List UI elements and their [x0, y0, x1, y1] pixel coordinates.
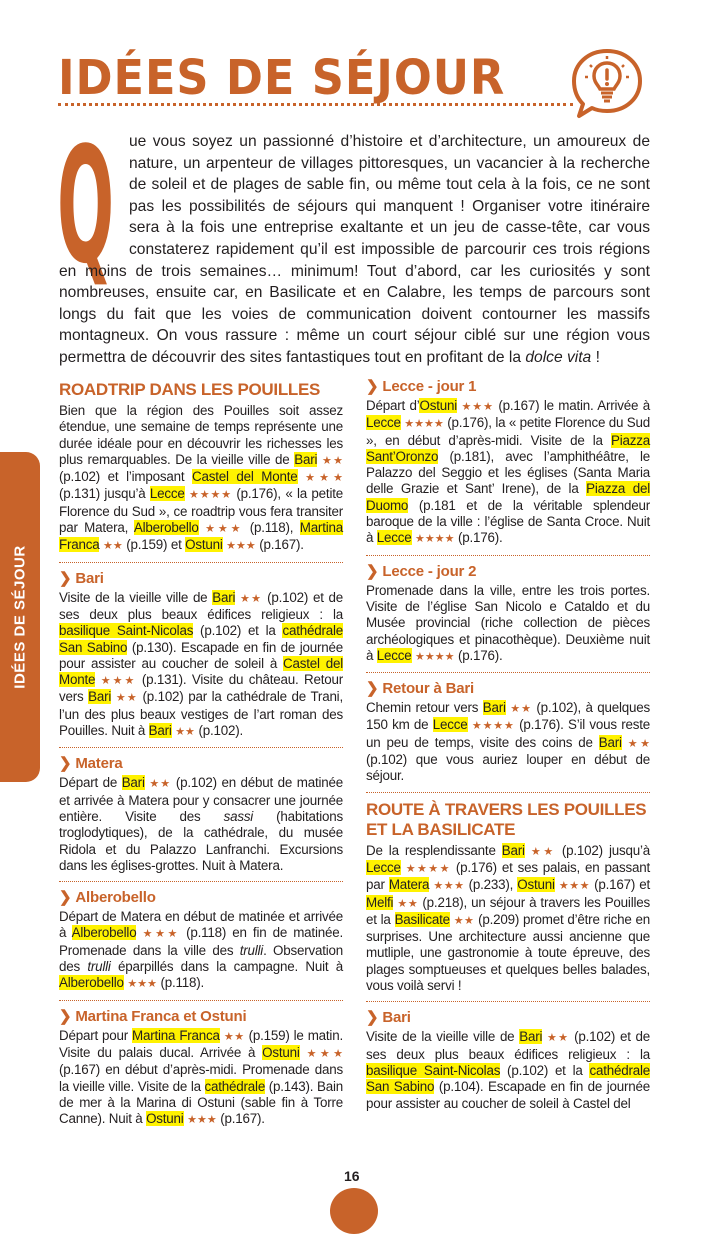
section-heading [59, 380, 343, 400]
day-heading [59, 1008, 343, 1026]
body-text: (p.102). [194, 723, 243, 739]
section-body [59, 590, 343, 741]
rating-stars-icon: ★★★ [142, 928, 181, 941]
highlighted-place: Piazza del Duomo [366, 481, 650, 513]
heading-text: Matera [75, 755, 123, 773]
italic-term: sassi [223, 808, 254, 824]
highlighted-place: Alberobello [133, 520, 199, 536]
chevron-right-icon: ❯ [59, 755, 72, 773]
highlighted-place: basilique Saint-Nicolas [59, 623, 194, 639]
section-body [366, 843, 650, 995]
body-text: (p.176). S’il vous reste un peu de temps, visite des coins de [366, 717, 651, 750]
heading-text: ROUTE À TRAVERS LES POUILLES ET LA BASILICATE [366, 799, 647, 839]
body-text: (p.143). Bain de mer à la Marina di Ostuni (sable fin à Torre Canne). Nuit à [59, 1078, 343, 1127]
chevron-right-icon: ❯ [366, 1009, 379, 1027]
rating-stars-icon: ★★★★ [415, 650, 455, 663]
day-heading [366, 680, 650, 698]
section-separator [59, 881, 343, 882]
rating-stars-icon: ★★★ [558, 880, 591, 893]
body-text: Départ de Matera en début de matinée et arrivée à [59, 909, 343, 941]
body-text: (p.102) par la cathédrale de Trani, l’un des plus beaux vestiges de l’art roman des Pouilles. Nuit à [59, 689, 343, 739]
body-text: (p.218), un séjour à travers les Pouilles et la [366, 894, 650, 927]
page-number-tab [330, 1188, 378, 1234]
highlighted-place: Bari [519, 1029, 543, 1045]
chevron-right-icon: ❯ [59, 889, 72, 907]
body-text: Promenade dans la ville, entre les trois portes. Visite de l’église San Nicolo e Cataldo et du Musée provincial (riche collection de pièces archéologiques et pinacothèque). Deuxième nuit à [366, 582, 650, 663]
section-separator [59, 562, 343, 563]
body-text: Visite de la vieille ville de [59, 589, 213, 605]
rating-stars-icon: ★★ [103, 540, 123, 553]
section-body [366, 583, 650, 665]
highlighted-place: Basilicate [394, 911, 450, 927]
day-heading [366, 1009, 650, 1027]
itinerary-section [59, 570, 343, 741]
highlighted-place: Bari [88, 689, 112, 705]
section-body [59, 775, 343, 874]
heading-text: Bari [75, 569, 104, 587]
body-text: Visite de la vieille ville de [366, 1029, 520, 1045]
body-text: (habitations troglodytiques), de la cathédrale, du musée Ridola et du Palazzo Lanfranchi. Excursions dans les églises-grottes. Nuit à Matera. [59, 808, 343, 873]
rating-stars-icon: ★★★ [306, 1047, 343, 1060]
body-text: Chemin retour vers [366, 700, 483, 716]
body-text: (p.102) et l’imposant [59, 469, 192, 485]
heading-text: ROADTRIP DANS LES POUILLES [59, 380, 321, 399]
day-heading [59, 570, 343, 588]
rating-stars-icon: ★★★★ [471, 720, 515, 733]
chevron-right-icon: ❯ [366, 378, 379, 395]
highlighted-place: cathédrale San Sabino [59, 623, 343, 655]
highlighted-place: Ostuni [146, 1111, 184, 1127]
right-column [366, 378, 650, 1119]
intro-text: ue vous soyez un passionné d’histoire et d’architecture, un amoureux de nature, un arpenteur de villages pittoresques, un vacancier à la recherche de soleil et de plages de sable fin, ou même tout cela à la fois, ce ne sont pas les possibilités de séjours qui manquent ! Organiser votre itinéraire sera à la fois une entreprise exaltante et un jeu de casse-tête, car vous constaterez rapidement qu’il est impossible de parcourir ces trois régions en moins de trois semaines… minimum! Tout d’abord, car les curiosités y sont nombreuses, ensuite car, en Basilicate et en Calabre, les temps de parcours sont longs du fait que les voies de communication doivent contourner les massifs montagneux. On vous rassure : même un court séjour ciblé sur une région vous permettra de découvrir des sites fantastiques tout en profitant de la [59, 133, 650, 366]
body-text: Départ pour [59, 1027, 133, 1043]
highlighted-place: Ostuni [185, 537, 223, 553]
page-number: 16 [344, 1168, 360, 1184]
highlighted-place: Martina Franca [132, 1027, 220, 1043]
rating-stars-icon: ★★★★ [189, 489, 232, 502]
day-heading [59, 755, 343, 773]
body-text: (p.167). [216, 1111, 265, 1127]
section-body [366, 398, 650, 548]
section-side-tab [0, 452, 40, 782]
highlighted-place: Lecce [376, 530, 412, 546]
highlighted-place: Martina Franca [59, 520, 343, 553]
body-text: (p.102) et la [500, 1062, 590, 1078]
day-heading [366, 378, 650, 396]
body-text: (p.102) et de ses deux plus beaux édifices religieux : la [366, 1029, 650, 1062]
highlighted-place: Alberobello [59, 975, 124, 991]
body-text: (p.102), à quelques 150 km de [366, 700, 650, 733]
body-text: (p.181), avec l’amphithéâtre, le Palazzo del Seggio et les églises (Santa Maria delle Grazie et Sant’ Irene), de la [366, 448, 650, 497]
rating-stars-icon: ★★ [397, 897, 419, 910]
body-text: (p.118) en fin de matinée. Promenade dans la ville des [59, 925, 343, 958]
body-text: (p.167) en début d’après-midi. Promenade dans la vieille ville. Visite de la [59, 1062, 343, 1094]
highlighted-place: Ostuni [262, 1044, 300, 1060]
rating-stars-icon: ★★ [627, 737, 650, 750]
heading-text: Martina Franca et Ostuni [75, 1007, 247, 1025]
section-separator [366, 672, 650, 673]
rating-stars-icon: ★★ [322, 454, 343, 467]
itinerary-section [59, 1008, 343, 1129]
highlighted-place: Bari [148, 723, 172, 739]
itinerary-section [59, 889, 343, 992]
side-tab-label: IDÉES DE SÉJOUR [11, 545, 29, 689]
section-separator [366, 555, 650, 556]
rating-stars-icon: ★★ [240, 592, 263, 605]
rating-stars-icon: ★★ [530, 845, 556, 858]
body-text: éparpillés dans la campagne. Nuit à [110, 959, 343, 975]
chevron-right-icon: ❯ [59, 569, 72, 587]
body-text: (p.167). [255, 537, 304, 553]
italic-term: trulli [87, 959, 111, 975]
rating-stars-icon: ★★★ [305, 472, 343, 485]
section-body [366, 1029, 650, 1111]
highlighted-place: cathédrale [204, 1078, 266, 1094]
section-separator [366, 792, 650, 793]
highlighted-place: cathédrale San Sabino [366, 1062, 650, 1095]
rating-stars-icon: ★★★★ [415, 533, 455, 546]
highlighted-place: Piazza Sant’Oronzo [366, 432, 650, 464]
highlighted-place: Bari [598, 734, 622, 750]
highlighted-place: Melfi [366, 894, 394, 910]
itinerary-section [366, 1009, 650, 1111]
rating-stars-icon: ★★★ [433, 880, 465, 893]
body-text: (p.167) le matin. Arrivée à [493, 398, 650, 413]
intro-paragraph [59, 131, 650, 369]
body-text: (p.102) que vous auriez louper en début de séjour. [366, 752, 650, 784]
chevron-right-icon: ❯ [366, 680, 379, 698]
section-body [59, 1028, 343, 1129]
rating-stars-icon: ★★ [547, 1032, 570, 1045]
intro-italic: dolce vita [525, 348, 592, 366]
heading-text: Bari [382, 1009, 411, 1027]
highlighted-place: Castel del Monte [59, 655, 344, 688]
body-text: (p.176), « la petite Florence du Sud », ce roadtrip vous fera transiter par Matera, [59, 486, 343, 536]
day-heading [59, 889, 343, 907]
highlighted-place: Alberobello [71, 925, 137, 941]
itinerary-section [59, 755, 343, 874]
highlighted-place: Lecce [432, 717, 468, 733]
lightbulb-speech-bubble-icon [570, 45, 645, 120]
rating-stars-icon: ★★★★ [404, 418, 444, 431]
intro-drop-cap: Q [57, 112, 115, 299]
heading-text: Lecce - jour 2 [382, 562, 477, 580]
highlighted-place: Bari [121, 775, 145, 791]
rating-stars-icon: ★★★ [205, 523, 244, 536]
rating-stars-icon: ★★ [453, 914, 475, 927]
highlighted-place: basilique Saint-Nicolas [366, 1062, 501, 1078]
body-text: (p.167) et [590, 877, 650, 893]
highlighted-place: Castel del Monte [192, 469, 298, 485]
heading-text: Alberobello [75, 889, 156, 907]
body-text: (p.176), la « petite Florence du Sud », en début d’après-midi. Visite de la [366, 415, 650, 448]
title-dotted-rule [58, 103, 573, 106]
body-text: (p.159) le matin. Visite du palais ducal. Arrivée à [59, 1027, 343, 1060]
section-body [59, 909, 343, 992]
body-text: (p.131) jusqu’à [59, 486, 150, 502]
rating-stars-icon: ★★★ [226, 540, 256, 553]
section-body [366, 700, 650, 784]
rating-stars-icon: ★★ [223, 1030, 245, 1043]
chevron-right-icon: ❯ [366, 562, 379, 580]
highlighted-place: Matera [388, 877, 430, 893]
rating-stars-icon: ★★ [510, 703, 532, 716]
itinerary-section [366, 800, 650, 995]
body-text: (p.159) et [122, 537, 186, 553]
heading-text: Retour à Bari [382, 680, 474, 698]
section-separator [59, 747, 343, 748]
highlighted-place: Lecce [366, 859, 401, 875]
rating-stars-icon: ★★★ [461, 401, 494, 413]
left-column [59, 380, 343, 1135]
body-text: (p.181 et de la véritable splendeur baroque de la ville : l’église de Santa Croce. Nuit à [366, 497, 650, 546]
rating-stars-icon: ★★ [175, 726, 195, 739]
heading-text: Lecce - jour 1 [382, 378, 477, 395]
highlighted-place: Bari [212, 589, 236, 605]
body-text: (p.176). [454, 647, 503, 663]
body-text: Départ de [59, 775, 122, 791]
body-text: (p.118). [156, 975, 205, 991]
itinerary-section [59, 380, 343, 555]
body-text: Bien que la région des Pouilles soit assez étendue, une semaine de temps représente une durée idéale pour en découvrir les richesses les plus remarquables. De la vieille ville de [59, 403, 343, 467]
body-text: (p.102) en début de matinée et arrivée à Matera pour y consacrer une journée entière. Visite des [59, 775, 343, 824]
highlighted-place: Ostuni [419, 398, 457, 413]
highlighted-place: Bari [501, 842, 525, 858]
section-body [59, 403, 343, 555]
body-text: (p.102) et la [193, 623, 283, 639]
body-text: (p.102) et de ses deux plus beaux édifices religieux : la [59, 589, 343, 622]
body-text: (p.233), [464, 877, 518, 893]
page-title: IDÉES DE SÉJOUR [58, 50, 506, 106]
rating-stars-icon: ★★ [115, 692, 138, 705]
body-text: (p.118), [243, 520, 300, 536]
body-text: (p.130). Escapade en fin de journée pour assister au coucher de soleil à [59, 639, 343, 671]
section-separator [366, 1001, 650, 1002]
itinerary-section [366, 378, 650, 548]
highlighted-place: Lecce [149, 486, 185, 502]
body-text: (p.104). Escapade en fin de journée pour assister au coucher de soleil à Castel del [366, 1079, 650, 1111]
day-heading [366, 563, 650, 581]
itinerary-section [366, 563, 650, 665]
rating-stars-icon: ★★★★ [405, 862, 451, 875]
body-text: De la resplendissante [366, 842, 502, 858]
chevron-right-icon: ❯ [59, 1007, 72, 1025]
body-text: (p.176) et ses palais, en passant par [366, 859, 650, 893]
body-text: . Observation des [59, 942, 343, 975]
rating-stars-icon: ★★★ [187, 1114, 217, 1127]
body-text: (p.209) promet d’être riche en surprises. Une architecture aussi ancienne que mutliple, une gastronomie à toute épreuve, des plages somptueuses et quelques belles balades, vous voilà servi ! [366, 911, 650, 994]
highlighted-place: Lecce [366, 415, 401, 431]
highlighted-place: Lecce [376, 647, 412, 663]
highlighted-place: Bari [482, 700, 506, 716]
section-separator [59, 1000, 343, 1001]
section-heading [366, 800, 650, 840]
rating-stars-icon: ★★ [149, 778, 172, 791]
body-text: (p.102) jusqu’à [555, 842, 650, 858]
itinerary-section [366, 680, 650, 784]
italic-term: trulli [239, 942, 264, 958]
highlighted-place: Ostuni [517, 877, 555, 893]
rating-stars-icon: ★★★ [127, 978, 157, 991]
body-text: (p.131). Visite du château. Retour vers [59, 672, 343, 705]
rating-stars-icon: ★★★ [100, 675, 137, 688]
intro-text-end: ! [591, 348, 600, 366]
highlighted-place: Bari [294, 451, 318, 467]
body-text: Départ d’ [366, 398, 420, 413]
body-text: (p.176). [454, 530, 503, 546]
